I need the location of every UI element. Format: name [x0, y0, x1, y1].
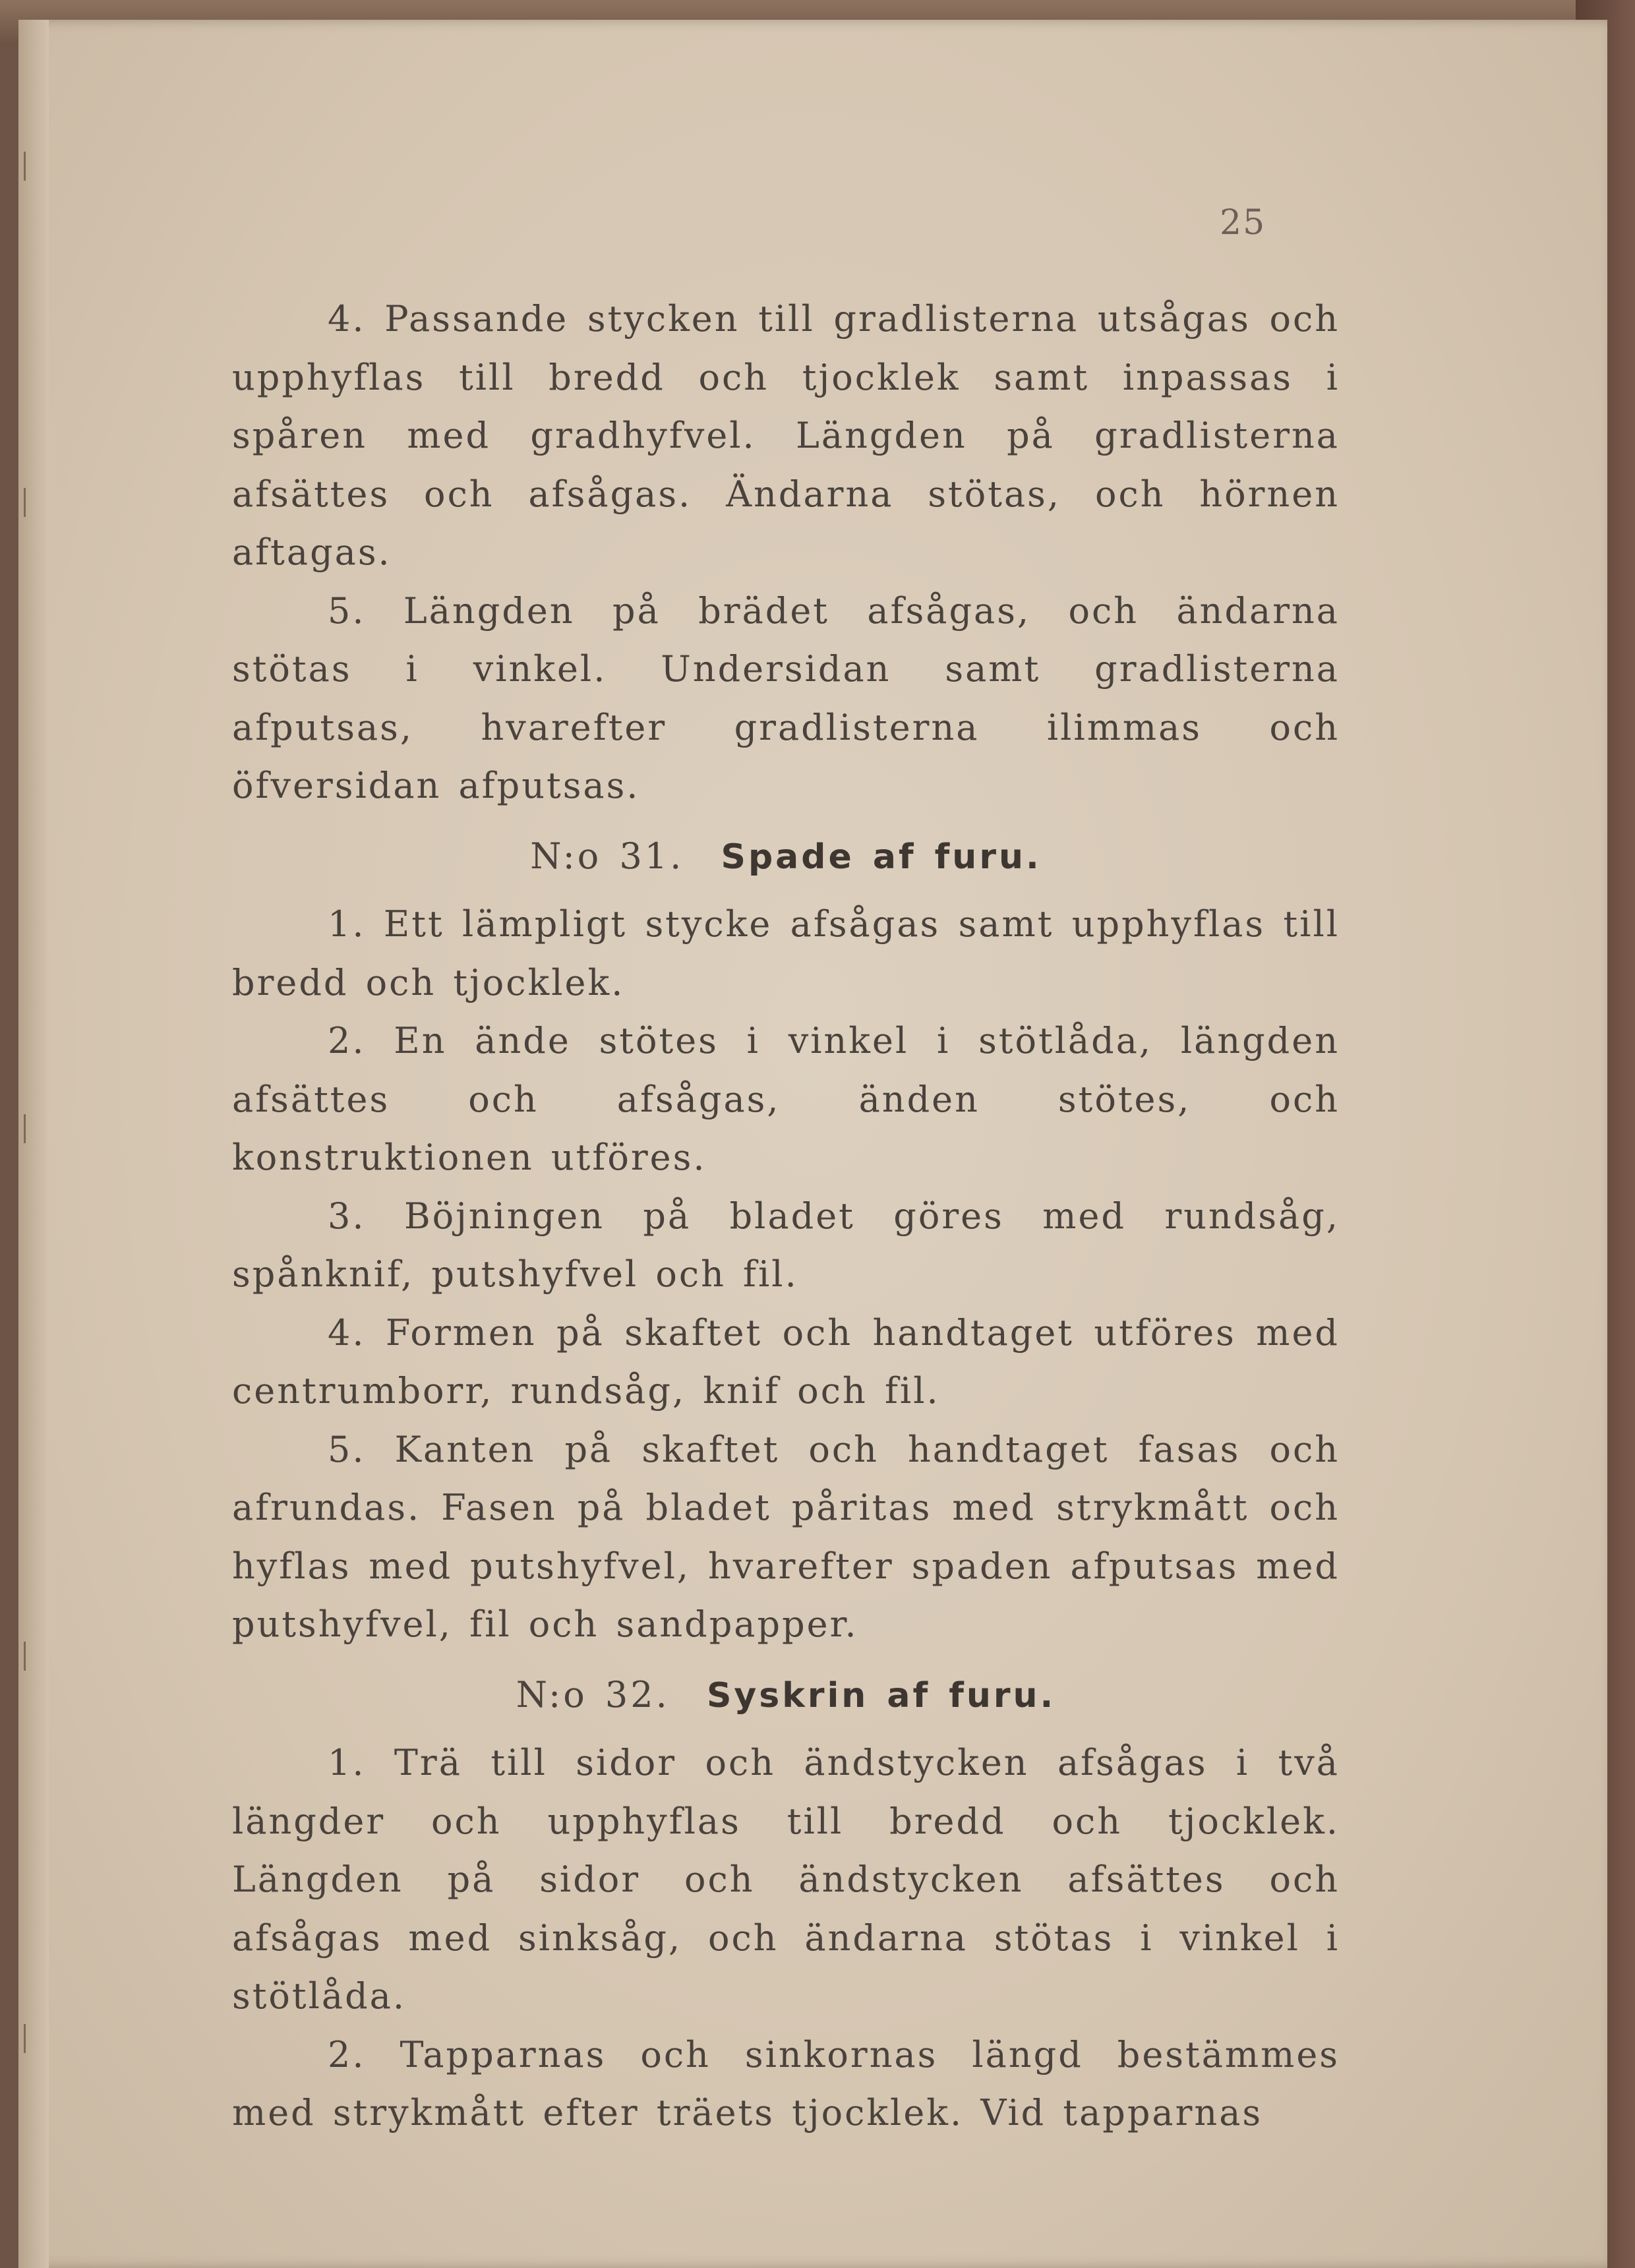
paragraph: 2. Tapparnas och sinkornas längd bestämmes med strykmått efter träets tjocklek. Vid tapparnas	[232, 2033, 1340, 2134]
binding-stitch	[24, 2024, 40, 2053]
section-title: Syskrin af furu.	[706, 1675, 1056, 1716]
paragraph: 1. Trä till sidor och ändstycken afsågas i två längder och upphyflas till bredd och tjocklek. Längden på sidor och ändstycken afsättes och afsågas med sinksåg, och ändarna stötas i vinkel i stötlåda.	[232, 1742, 1340, 2017]
page-gutter	[18, 20, 49, 2268]
binding-stitch	[24, 152, 40, 181]
binding-stitch	[24, 1642, 40, 1671]
page-text	[232, 290, 1340, 2143]
section-heading	[232, 827, 1340, 887]
binding-stitch	[24, 1114, 40, 1143]
paragraph: 1. Ett lämpligt stycke afsågas samt upphyflas till bredd och tjocklek.	[232, 903, 1340, 1003]
paragraph: 5. Kanten på skaftet och handtaget fasas och afrundas. Fasen på bladet påritas med strykmått och hyflas med putshyfvel, hvarefter spaden afputsas med putshyfvel, fil och sandpapper.	[232, 1428, 1340, 1645]
page-number: 25	[1220, 203, 1266, 243]
paragraph: 3. Böjningen på bladet göres med rundsåg, spånknif, putshyfvel och fil.	[232, 1195, 1340, 1295]
paragraph: 4. Passande stycken till gradlisterna utsågas och upphyflas till bredd och tjocklek samt inpassas i spåren med gradhyfvel. Längden på gradlisterna afsättes och afsågas. Ändarna stötas, och hörnen aftagas.	[232, 298, 1340, 573]
section-heading	[232, 1666, 1340, 1725]
paragraph: 5. Längden på brädet afsågas, och ändarna stötas i vinkel. Undersidan samt gradlisterna afputsas, hvarefter gradlisterna ilimmas och öfversidan afputsas.	[232, 589, 1340, 806]
paragraph: 2. En ände stötes i vinkel i stötlåda, längden afsättes och afsågas, änden stötes, och konstruktionen utföres.	[232, 1020, 1340, 1178]
paragraph: 4. Formen på skaftet och handtaget utföres med centrumborr, rundsåg, knif och fil.	[232, 1311, 1340, 1412]
section-number: N:o 31.	[530, 835, 684, 877]
section-number: N:o 32.	[516, 1673, 670, 1716]
section-title: Spade af furu.	[721, 837, 1042, 877]
binding-stitch	[24, 488, 40, 517]
